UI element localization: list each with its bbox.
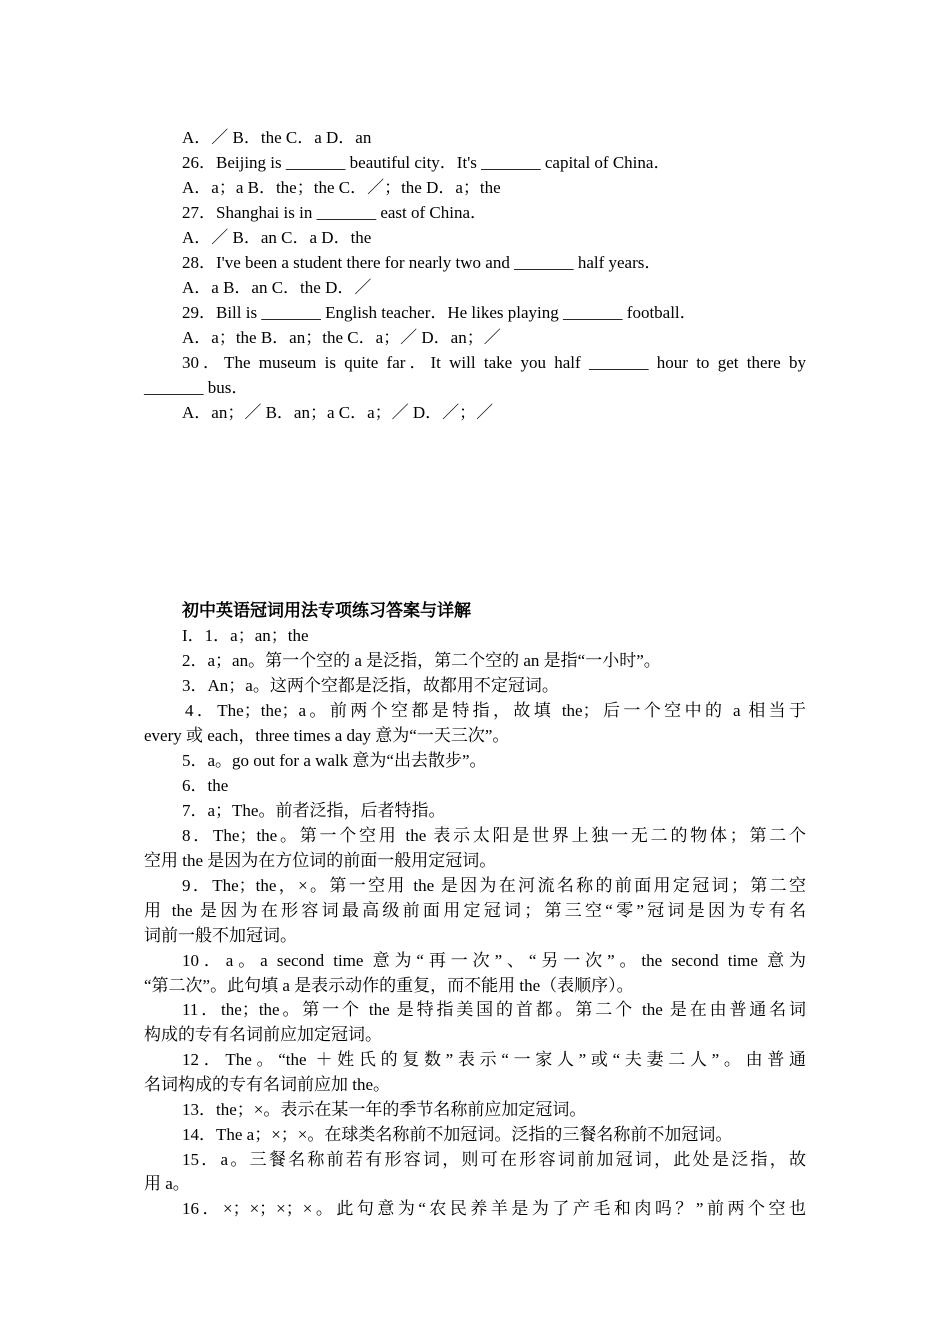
answer-line: 8．The；the。第一个空用 the 表示太阳是世界上独一无二的物体；第二个 xyxy=(182,826,806,845)
q26-options: A．a；a B．the；the C．／；the D．a；the xyxy=(182,178,501,197)
answers-title: 初中英语冠词用法专项练习答案与详解 xyxy=(182,601,471,620)
q30-stem: 30．The museum is quite far．It will take you half _______ hour to get there by xyxy=(182,353,806,372)
answer-line: 3．An；a。这两个空都是泛指，故都用不定冠词。 xyxy=(182,676,559,695)
q30-stem-cont: _______ bus． xyxy=(144,378,249,397)
answer-line: 空用 the 是因为在方位词的前面一般用定冠词。 xyxy=(144,851,497,870)
answer-line: 16．×；×；×；×。此句意为“农民养羊是为了产毛和肉吗？”前两个空也 xyxy=(182,1199,806,1218)
answer-line: 6．the xyxy=(182,776,229,795)
q29-stem: 29．Bill is _______ English teacher．He likes playing _______ football． xyxy=(182,303,697,322)
answer-line: 名词构成的专有名词前应加 the。 xyxy=(144,1075,391,1094)
q26-stem: 26．Beijing is _______ beautiful city．It's _______ capital of China． xyxy=(182,153,671,172)
q27-stem: 27．Shanghai is in _______ east of China． xyxy=(182,203,488,222)
q30-options: A．an；／ B．an；a C．a；／ D．／；／ xyxy=(182,403,494,422)
answer-line: 用 the 是因为在形容词最高级前面用定冠词；第三空“零”冠词是因为专有名 xyxy=(144,901,806,920)
answer-line: 4．The；the；a。前两个空都是特指，故填 the；后一个空中的 a 相当于 xyxy=(185,701,806,720)
q28-options: A．a B．an C．the D．／ xyxy=(182,278,372,297)
answer-line: 5．a。go out for a walk 意为“出去散步”。 xyxy=(182,751,487,770)
answer-line: 9．The；the，×。第一空用 the 是因为在河流名称的前面用定冠词；第二空 xyxy=(182,876,806,895)
q28-stem: 28．I've been a student there for nearly two and _______ half years． xyxy=(182,253,662,272)
answer-line: every 或 each，three times a day 意为“一天三次”。 xyxy=(144,726,510,745)
answer-line: 14．The a；×；×。在球类名称前不加冠词。泛指的三餐名称前不加冠词。 xyxy=(182,1125,733,1144)
answer-line: 2．a；an。第一个空的 a 是泛指，第二个空的 an 是指“一小时”。 xyxy=(182,651,661,670)
answer-line: I．1．a；an；the xyxy=(182,626,309,645)
answer-line: 12．The。“the ＋姓氏的复数”表示“一家人”或“夫妻二人”。由普通 xyxy=(182,1050,806,1069)
answer-line: “第二次”。此句填 a 是表示动作的重复，而不能用 the（表顺序）。 xyxy=(144,976,634,995)
answer-line: 构成的专有名词前应加定冠词。 xyxy=(144,1025,382,1044)
answer-line: 7．a；The。前者泛指，后者特指。 xyxy=(182,801,446,820)
answer-line: 词前一般不加冠词。 xyxy=(144,926,297,945)
q25-options: A．／ B．the C．a D．an xyxy=(182,128,372,147)
answer-line: 用 a。 xyxy=(144,1174,190,1193)
q29-options: A．a；the B．an；the C．a；／ D．an；／ xyxy=(182,328,501,347)
answer-line: 15．a。三餐名称前若有形容词，则可在形容词前加冠词，此处是泛指，故 xyxy=(182,1150,806,1169)
q27-options: A．／ B．an C．a D．the xyxy=(182,228,372,247)
answer-line: 11．the；the。第一个 the 是特指美国的首都。第二个 the 是在由普通名词 xyxy=(182,1000,806,1019)
answer-line: 13．the；×。表示在某一年的季节名称前应加定冠词。 xyxy=(182,1100,587,1119)
answer-line: 10．a。a second time 意为“再一次”、“另一次”。the second time 意为 xyxy=(182,951,806,970)
